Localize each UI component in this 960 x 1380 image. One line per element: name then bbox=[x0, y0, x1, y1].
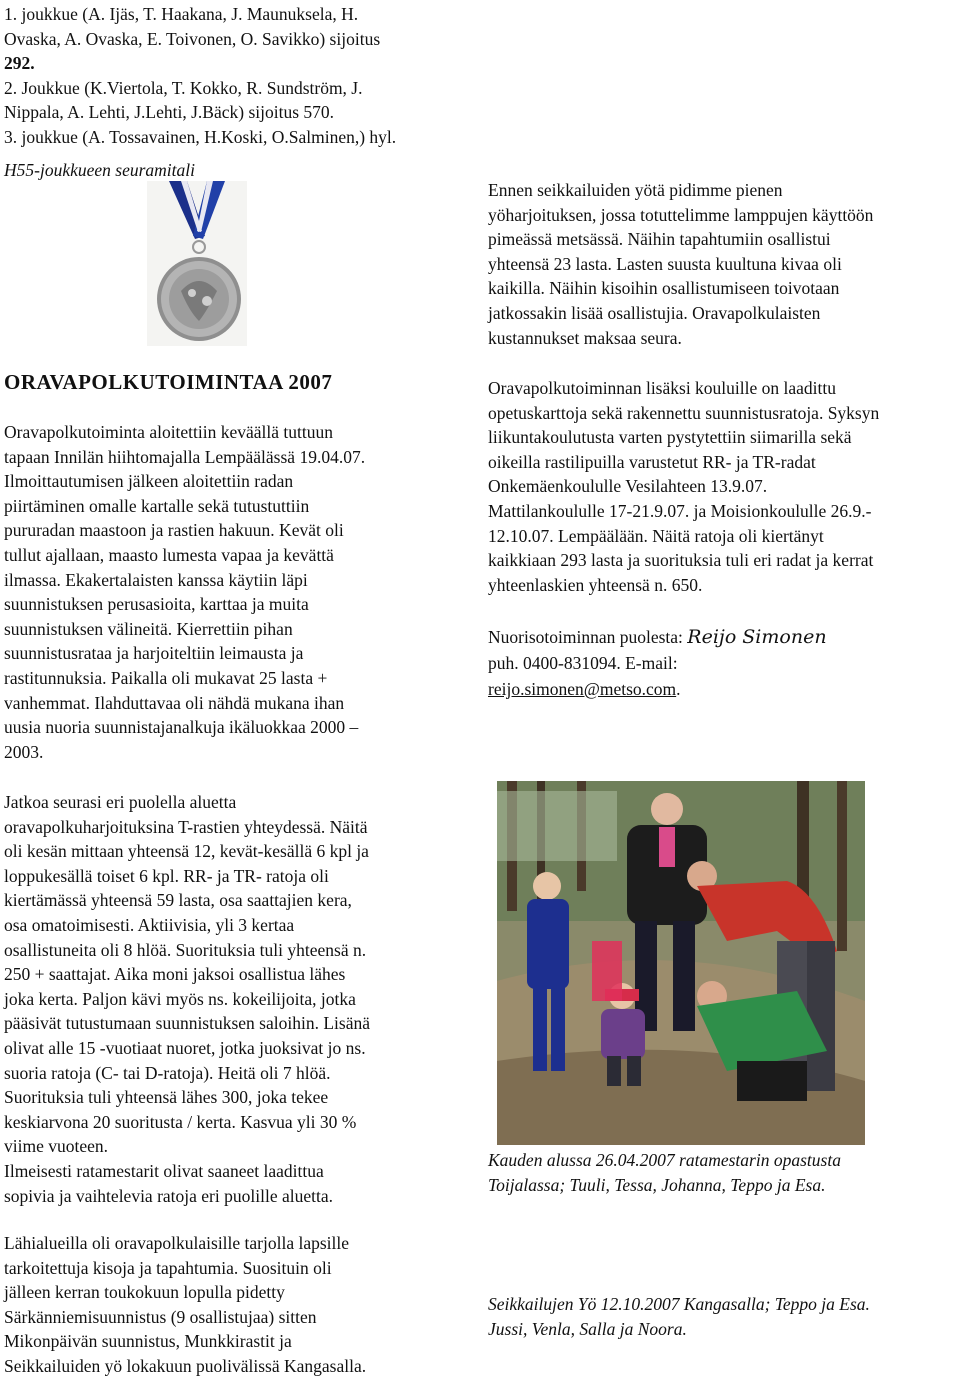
text-line: suunnistuksen välineitä. Kierrettiin pihan bbox=[4, 618, 293, 639]
text-line: suoria ratoja (C- tai D-ratoja). Heitä oli 7 hlöä. bbox=[4, 1062, 331, 1083]
text-line: kaikkiaan 293 lasta ja suorituksia tuli eri radat ja kerrat bbox=[488, 550, 874, 571]
contact-prefix: Nuorisotoiminnan puolesta: bbox=[488, 627, 688, 647]
text-line: oikeilla rastilipuilla varustetut RR- ja TR-radat bbox=[488, 451, 816, 472]
text-line: Suorituksia tuli yhteensä lähes 300, joka tekee bbox=[4, 1087, 329, 1108]
medal-caption: H55-joukkueen seuramitali bbox=[4, 160, 195, 180]
text-line: Mikonpäivän suunnistus, Munkkirastit ja bbox=[4, 1331, 292, 1352]
result-line: 2. Joukkue (K.Viertola, T. Kokko, R. Sundström, J. bbox=[4, 77, 363, 98]
text-line: Särkänniemisuunnistus (9 osallistujaa) sitten bbox=[4, 1306, 317, 1327]
text-line: kaikilla. Näihin kisoihin osallistumiseen toivotaan bbox=[488, 278, 840, 299]
text-line: oravapolkuharjoituksina T-rastien yhteydessä. Näitä bbox=[4, 816, 368, 837]
left-paragraph-1 bbox=[4, 420, 454, 764]
result-line: 3. joukkue (A. Tossavainen, H.Koski, O.Salminen,) hyl. bbox=[4, 126, 397, 147]
text-line: pururadan maastoon ja rastien hakuun. Kevät oli bbox=[4, 520, 344, 541]
contact-block bbox=[488, 624, 958, 702]
text-line: jatkossakin lisää osallistujia. Oravapolkulaisten bbox=[488, 302, 821, 323]
email-line bbox=[488, 676, 958, 702]
text-line: Lähialueilla oli oravapolkulaisille tarjolla lapsille bbox=[4, 1233, 350, 1253]
result-line: 1. joukkue (A. Ijäs, T. Haakana, J. Maunuksela, H. bbox=[4, 4, 359, 24]
text-line: loppukesällä toiset 6 kpl. RR- ja TR- ratoja oli bbox=[4, 865, 329, 886]
text-line: kiertämässä yhteensä 59 lasta, osa saattajien kera, bbox=[4, 890, 352, 911]
results-block bbox=[4, 2, 444, 150]
text-line: sopivia ja vaihtelevia ratoja eri puolille aluetta. bbox=[4, 1185, 333, 1206]
caption-line: Seikkailujen Yö 12.10.2007 Kangasalla; Teppo ja Esa. bbox=[488, 1294, 870, 1314]
result-line: 292. bbox=[4, 53, 35, 74]
photo-caption-2 bbox=[488, 1292, 958, 1341]
text-line: suunnistuksen perusasioita, karttaa ja muita bbox=[4, 594, 309, 615]
right-paragraph-2 bbox=[488, 376, 958, 597]
text-line: tullut ajallaan, maasto lumesta vapaa ja kevättä bbox=[4, 544, 334, 565]
caption-line: Kauden alussa 26.04.2007 ratamestarin opastusta bbox=[488, 1150, 841, 1170]
text-line: yöharjoituksen, jossa totuttelimme lamppujen käyttöön bbox=[488, 204, 874, 225]
text-line: yhteenlaskien yhteensä n. 650. bbox=[488, 574, 703, 595]
left-paragraph-3 bbox=[4, 1231, 454, 1379]
medal-image bbox=[147, 181, 247, 346]
text-line: Ilmeisesti ratamestarit olivat saaneet laadittua bbox=[4, 1160, 324, 1181]
text-line: 12.10.07. Lempäälään. Näitä ratoja oli kiertänyt bbox=[488, 525, 824, 546]
page-title: ORAVAPOLKUTOIMINTAA 2007 bbox=[4, 370, 333, 394]
text-line: oli kesän mittaan yhteensä 12, kevät-kesällä 6 kpl ja bbox=[4, 841, 369, 862]
text-line: joka kerta. Paljon kävi myös ns. kokeilijoita, jotka bbox=[4, 988, 356, 1009]
text-line: kustannukset maksaa seura. bbox=[488, 327, 682, 348]
training-photo bbox=[497, 781, 865, 1145]
text-line: pimeässä metsässä. Näihin tapahtumiin osallistui bbox=[488, 229, 831, 250]
text-line: opetuskarttoja sekä rakennettu suunnistusratoja. Syksyn bbox=[488, 402, 880, 423]
text-line: Ilmoittautumisen jälkeen aloitettiin radan bbox=[4, 471, 294, 492]
phone-line: puh. 0400-831094. E-mail: bbox=[488, 653, 678, 673]
text-line: osa omatoimisesti. Aktiivisia, yli 3 kertaa bbox=[4, 914, 295, 935]
result-line: Nippala, A. Lehti, J.Lehti, J.Bäck) sijoitus 570. bbox=[4, 102, 335, 123]
text-line: yhteensä 23 lasta. Lasten suusta kuultuna kivaa oli bbox=[488, 253, 842, 274]
text-line: tarkoitettuja kisoja ja tapahtumia. Suosituin oli bbox=[4, 1257, 332, 1278]
text-line: Oravapolkutoiminta aloitettiin keväällä tuttuun bbox=[4, 422, 334, 442]
text-line: Seikkailuiden yö lokakuun puolivälissä Kangasalla. bbox=[4, 1355, 367, 1376]
text-line: 250 + saattajat. Aika moni jaksoi osallistua lähes bbox=[4, 964, 346, 985]
text-line: pääsivät tutustumaan suunnistuksen saloihin. Lisänä bbox=[4, 1013, 370, 1034]
right-paragraph-1 bbox=[488, 178, 958, 350]
text-line: uusia nuoria suunnistajanalkuja ikäluokkaa 2000 – bbox=[4, 717, 359, 738]
text-line: viime vuoteen. bbox=[4, 1136, 109, 1157]
text-line: piirtäminen omalle kartalle sekä tutustuttiin bbox=[4, 495, 310, 516]
caption-line: Toijalassa; Tuuli, Tessa, Johanna, Teppo ja Esa. bbox=[488, 1174, 826, 1195]
left-paragraph-2 bbox=[4, 790, 454, 1208]
text-line: olivat alle 15 -vuotiaat nuoret, jotka juoksivat jo ns. bbox=[4, 1037, 366, 1058]
text-line: Onkemäenkoululle Vesilahteen 13.9.07. bbox=[488, 476, 768, 497]
signature: Reijo Simonen bbox=[687, 626, 827, 648]
text-line: suunnistusrataa ja harjoiteltiin leimausta ja bbox=[4, 643, 304, 664]
text-line: vanhemmat. Ilahduttavaa oli nähdä mukana ihan bbox=[4, 692, 345, 713]
text-line: keskiarvona 20 suoritusta / kerta. Kasvua yli 30 % bbox=[4, 1111, 357, 1132]
photo-caption bbox=[488, 1148, 958, 1197]
text-line: ilmassa. Ekakertalaisten kanssa käytiin läpi bbox=[4, 569, 308, 590]
caption-line: Jussi, Venla, Salla ja Noora. bbox=[488, 1318, 687, 1339]
text-line: liikuntakoulutusta varten pystytettiin siimarilla sekä bbox=[488, 427, 852, 448]
text-line: jälleen kerran toukokuun lopulla pidetty bbox=[4, 1282, 285, 1303]
email-link[interactable]: reijo.simonen@metso.com bbox=[488, 679, 677, 699]
result-line: Ovaska, A. Ovaska, E. Toivonen, O. Savikko) sijoitus bbox=[4, 28, 381, 49]
text-line: 2003. bbox=[4, 741, 44, 762]
text-line: osallistuneita oli 8 hlöä. Suorituksia tuli yhteensä n. bbox=[4, 939, 367, 960]
text-line: Jatkoa seurasi eri puolella aluetta bbox=[4, 792, 237, 812]
text-line: Oravapolkutoiminnan lisäksi kouluille on laadittu bbox=[488, 378, 837, 398]
contact-line bbox=[488, 624, 958, 650]
email-suffix: . bbox=[676, 679, 681, 699]
text-line: tapaan Innilän hiihtomajalla Lempäälässä 19.04.07. bbox=[4, 446, 366, 467]
text-line: Mattilankoululle 17-21.9.07. ja Moisionkoululle 26.9.- bbox=[488, 500, 872, 521]
text-line: Ennen seikkailuiden yötä pidimme pienen bbox=[488, 180, 783, 200]
text-line: rastitunnuksia. Paikalla oli mukavat 25 lasta + bbox=[4, 667, 328, 688]
